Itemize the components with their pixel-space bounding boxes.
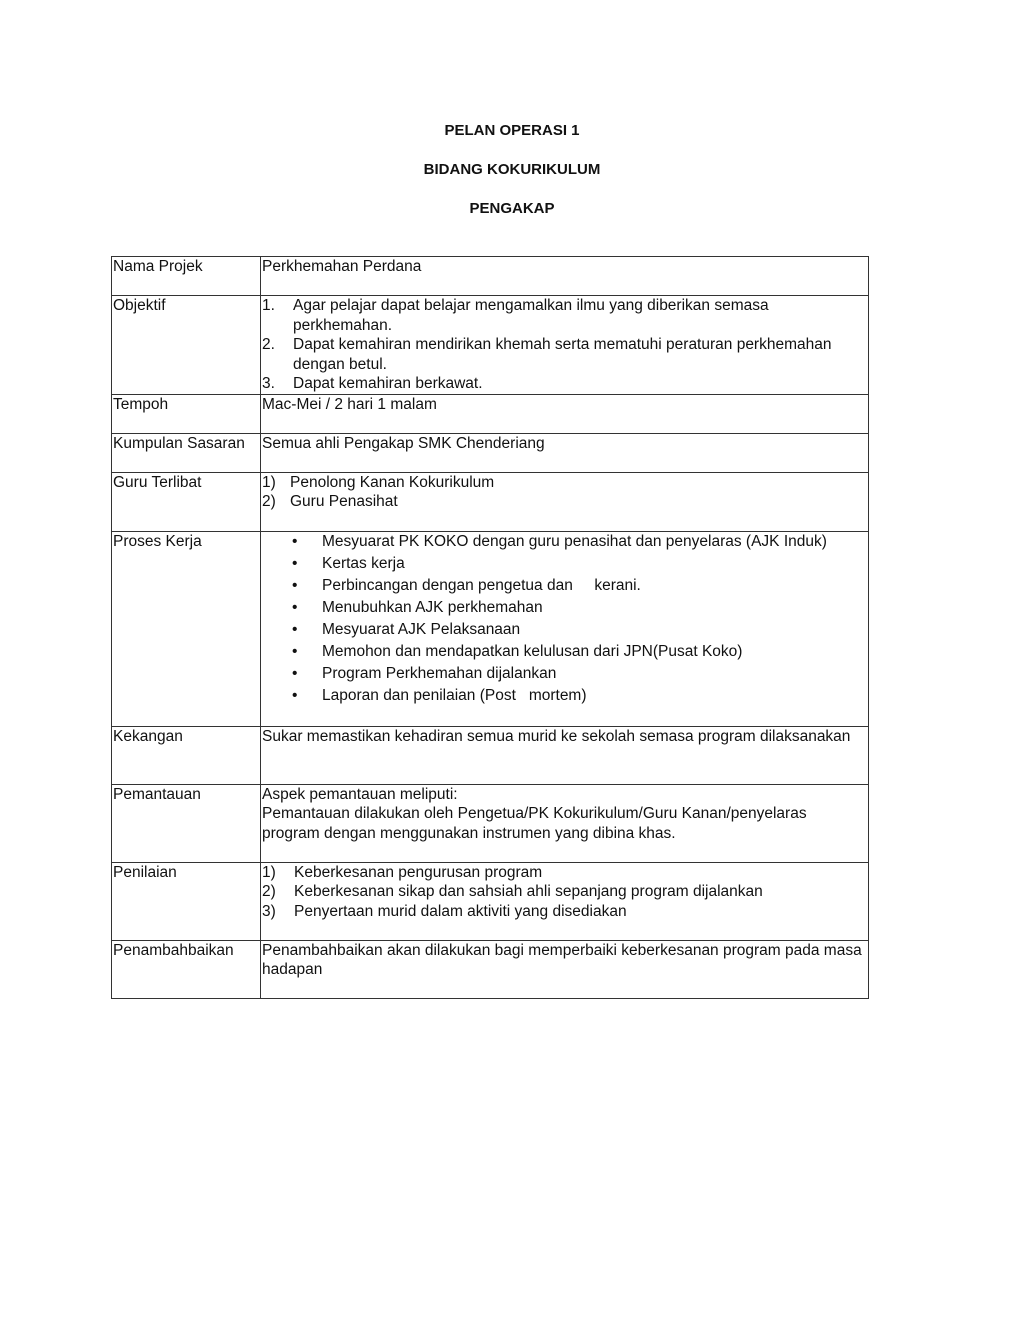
list-item-text: Keberkesanan sikap dan sahsiah ahli sepanjang program dijalankan: [294, 883, 763, 900]
list-item: [262, 492, 868, 512]
list-item-text: Penyertaan murid dalam aktiviti yang disediakan: [294, 902, 627, 920]
list-item: [262, 686, 868, 706]
list-item-text: Agar pelajar dapat belajar mengamalkan ilmu yang diberikan semasa perkhemahan.: [293, 297, 769, 334]
operation-plan-table: [111, 256, 869, 999]
table-row-objektif: [112, 296, 869, 395]
table-row-penilaian: [112, 862, 869, 940]
list-item: [262, 664, 868, 684]
list-item: [262, 863, 868, 883]
row-label: Kumpulan Sasaran: [112, 433, 261, 472]
bullet-icon: •: [292, 598, 298, 616]
bullet-icon: •: [292, 576, 298, 594]
objectives-list: [262, 296, 868, 394]
list-marker: 2): [262, 493, 276, 510]
table-row-nama-projek: [112, 257, 869, 296]
list-item-text: Guru Penasihat: [290, 493, 398, 510]
list-item-text: Menubuhkan AJK perkhemahan: [322, 598, 543, 616]
bullet-icon: •: [292, 620, 298, 638]
list-item: [262, 642, 868, 662]
bullet-icon: •: [292, 664, 298, 682]
row-label: Kekangan: [112, 726, 261, 784]
row-label: Proses Kerja: [112, 531, 261, 726]
row-label: Tempoh: [112, 394, 261, 433]
duration-value: Mac-Mei / 2 hari 1 malam: [261, 394, 869, 433]
work-process-list: [262, 532, 868, 706]
monitoring-value: [261, 784, 869, 862]
list-item-text: Kertas kerja: [322, 554, 405, 572]
list-item-text: Perbincangan dengan pengetua dan kerani.: [322, 576, 641, 594]
row-label: Penilaian: [112, 862, 261, 940]
list-item-text: Memohon dan mendapatkan kelulusan dari JPN(Pusat Koko): [322, 642, 743, 660]
list-item: [262, 374, 868, 394]
teachers-involved-value: [261, 472, 869, 531]
work-process-value: [261, 531, 869, 726]
target-group-value: Semua ahli Pengakap SMK Chenderiang: [261, 433, 869, 472]
list-marker: 1.: [262, 297, 275, 314]
list-item: [262, 554, 868, 574]
teachers-list: [262, 473, 868, 512]
table-row-penambahbaikan: [112, 940, 869, 998]
row-label: Objektif: [112, 296, 261, 395]
table-row-kumpulan-sasaran: [112, 433, 869, 472]
row-label: Pemantauan: [112, 784, 261, 862]
project-name-value: Perkhemahan Perdana: [261, 257, 869, 296]
bullet-icon: •: [292, 532, 298, 550]
list-item: [262, 598, 868, 618]
table-row-tempoh: [112, 394, 869, 433]
document-field-heading: BIDANG KOKURIKULUM: [423, 161, 601, 178]
row-label: Nama Projek: [112, 257, 261, 296]
list-item-text: Program Perkhemahan dijalankan: [322, 664, 557, 682]
table-row-guru-terlibat: [112, 472, 869, 531]
list-item-text: Mesyuarat PK KOKO dengan guru penasihat dan penyelaras (AJK Induk): [322, 532, 827, 550]
list-item: [262, 473, 868, 493]
evaluation-value: [261, 862, 869, 940]
evaluation-list: [262, 863, 868, 922]
monitoring-intro: Aspek pemantauan meliputi:: [262, 785, 458, 803]
document-unit-heading: PENGAKAP: [469, 200, 555, 217]
bullet-icon: •: [292, 554, 298, 572]
bullet-icon: •: [292, 642, 298, 660]
constraints-value: Sukar memastikan kehadiran semua murid ke sekolah semasa program dilaksanakan: [261, 726, 869, 784]
list-marker: 1): [262, 473, 276, 491]
list-item-text: Dapat kemahiran mendirikan khemah serta mematuhi peraturan perkhemahan dengan betul.: [293, 336, 832, 373]
list-marker: 2): [262, 883, 276, 900]
table-row-proses-kerja: [112, 531, 869, 726]
list-item: [262, 620, 868, 640]
list-marker: 1): [262, 863, 276, 881]
objectives-value: [261, 296, 869, 395]
improvement-value: Penambahbaikan akan dilakukan bagi memperbaiki keberkesanan program pada masa hadapan: [261, 940, 869, 998]
monitoring-detail: Pemantauan dilakukan oleh Pengetua/PK Kokurikulum/Guru Kanan/penyelaras program dengan menggunakan instrumen yang dibina khas.: [262, 805, 807, 842]
bullet-icon: •: [292, 686, 298, 704]
list-item: [262, 296, 868, 335]
list-item: [262, 335, 868, 374]
table-row-pemantauan: [112, 784, 869, 862]
document-title: PELAN OPERASI 1: [444, 122, 580, 139]
list-item: [262, 532, 868, 552]
list-item-text: Penolong Kanan Kokurikulum: [290, 473, 495, 491]
table-row-kekangan: [112, 726, 869, 784]
list-item-text: Dapat kemahiran berkawat.: [293, 375, 483, 392]
row-label: Guru Terlibat: [112, 472, 261, 531]
list-marker: 2.: [262, 336, 275, 353]
list-item-text: Keberkesanan pengurusan program: [294, 863, 543, 881]
list-marker: 3): [262, 902, 276, 920]
list-item: [262, 576, 868, 596]
list-item: [262, 882, 868, 902]
list-item: [262, 902, 868, 922]
list-item-text: Laporan dan penilaian (Post mortem): [322, 686, 587, 704]
list-item-text: Mesyuarat AJK Pelaksanaan: [322, 620, 521, 638]
list-marker: 3.: [262, 375, 275, 392]
row-label: Penambahbaikan: [112, 940, 261, 998]
